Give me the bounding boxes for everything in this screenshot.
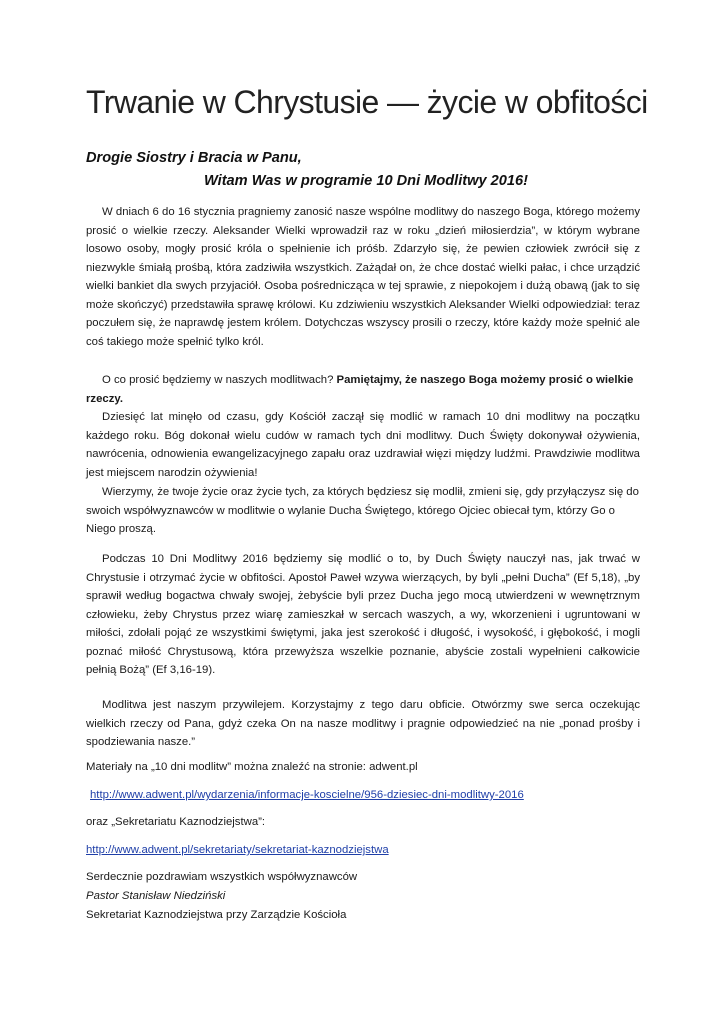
greeting-line-1: Drogie Siostry i Bracia w Panu,	[86, 150, 302, 166]
secretariat-line: oraz „Sekretariatu Kaznodziejstwa”:	[86, 816, 266, 828]
paragraph-4: Wierzymy, że twoje życie oraz życie tych, za których będziesz się modlił, zmieni się, gdy przyłączysz się do swoich współwyznawców w modlitwie o wylanie Ducha Świętego, którego Ojciec obiecał tym, którzy Go o Niego proszą.	[86, 486, 639, 535]
document-title: Trwanie w Chrystusie — życie w obfitości	[86, 84, 648, 120]
paragraph-2-emphasis: Pamiętajmy, że naszego Boga możemy prosić o wielkie rzeczy.	[86, 374, 634, 405]
greeting-line-2: Witam Was w programie 10 Dni Modlitwy 2016!	[204, 173, 528, 189]
link-10-dni-modlitwy-text[interactable]: http://www.adwent.pl/wydarzenia/informacje-koscielne/956-dziesiec-dni-modlitwy-2016	[90, 789, 524, 801]
link-sekretariat-text[interactable]: http://www.adwent.pl/sekretariaty/sekretariat-kaznodziejstwa	[86, 844, 389, 856]
signature-organization: Sekretariat Kaznodziejstwa przy Zarządzie Kościoła	[86, 909, 347, 921]
paragraph-1: W dniach 6 do 16 stycznia pragniemy zanosić nasze wspólne modlitwy do naszego Boga, którego możemy prosić o wielkie rzeczy. Aleksander Wielki wprowadził raz w roku „dzień miłosierdzia”, w którym wybrane losowo osoby, mogły prosić króla o spełnienie ich próśb. Zdarzyło się, że pewien człowiek zwrócił się z niezwykle śmiałą prośbą, która zadziwiła wszystkich. Zażądał on, że chce dostać wielki pałac, i chce urządzić wielki bankiet dla swych przyjaciół. Osoba pośrednicząca w tej sprawie, z niepokojem i dużą obawą (jak to się może skończyć) przedstawiła sprawę królowi. Ku zdziwieniu wszystkich Aleksander Wielki odpowiedział: teraz poczułem się, że naprawdę jestem królem. Dotychczas wszyscy prosili o rzeczy, które każdy może spełnić ale coś takiego może spełnić tylko król.	[86, 206, 640, 348]
paragraph-2	[86, 371, 640, 408]
paragraph-3: Dziesięć lat minęło od czasu, gdy Kościół zaczął się modlić w ramach 10 dni modlitwy na początku każdego roku. Bóg dokonał wielu cudów w ramach tych dni modlitwy. Duch Święty dokonywał ożywienia, nawrócenia, odnowienia ewangelizacyjnego zapału oraz uzdrawiał więzi między ludźmi. Prawdziwie modlitwa jest miejscem narodzin ożywienia!	[86, 411, 640, 479]
materials-line: Materiały na „10 dni modlitw” można znaleźć na stronie: adwent.pl	[86, 761, 418, 773]
paragraph-6: Modlitwa jest naszym przywilejem. Korzystajmy z tego daru obficie. Otwórzmy swe serca oczekując wielkich rzeczy od Pana, gdyż czeka On na nasze modlitwy i pragnie odpowiedzieć na nie „ponad prośby i spodziewania nasze.”	[86, 699, 640, 748]
closing-greeting: Serdecznie pozdrawiam wszystkich współwyznawców	[86, 871, 358, 883]
signature-name: Pastor Stanisław Niedziński	[86, 890, 226, 902]
paragraph-2-text: O co prosić będziemy w naszych modlitwach?	[102, 374, 337, 386]
paragraph-5: Podczas 10 Dni Modlitwy 2016 będziemy się modlić o to, by Duch Święty nauczył nas, jak trwać w Chrystusie i otrzymać życie w obfitości. Apostoł Paweł wzywa wierzących, by byli „pełni Ducha” (Ef 5,18), „by sprawił według bogactwa chwały swojej, żebyście byli przez Ducha jego mocą utwierdzeni w wewnętrznym człowieku, żeby Chrystus przez wiarę zamieszkał w sercach waszych, a wy, wkorzenieni i ugruntowani w miłości, zdołali pojąć ze wszystkimi świętymi, jaka jest szerokość i długość, i wysokość, i głębokość, i mogli poznać miłość Chrystusową, która przewyższa wszelkie poznanie, abyście zostali wypełnieni całkowicie pełnią Bożą” (Ef 3,16-19).	[86, 553, 640, 676]
link-sekretariat[interactable]	[86, 841, 389, 860]
link-10-dni-modlitwy[interactable]	[90, 786, 524, 805]
